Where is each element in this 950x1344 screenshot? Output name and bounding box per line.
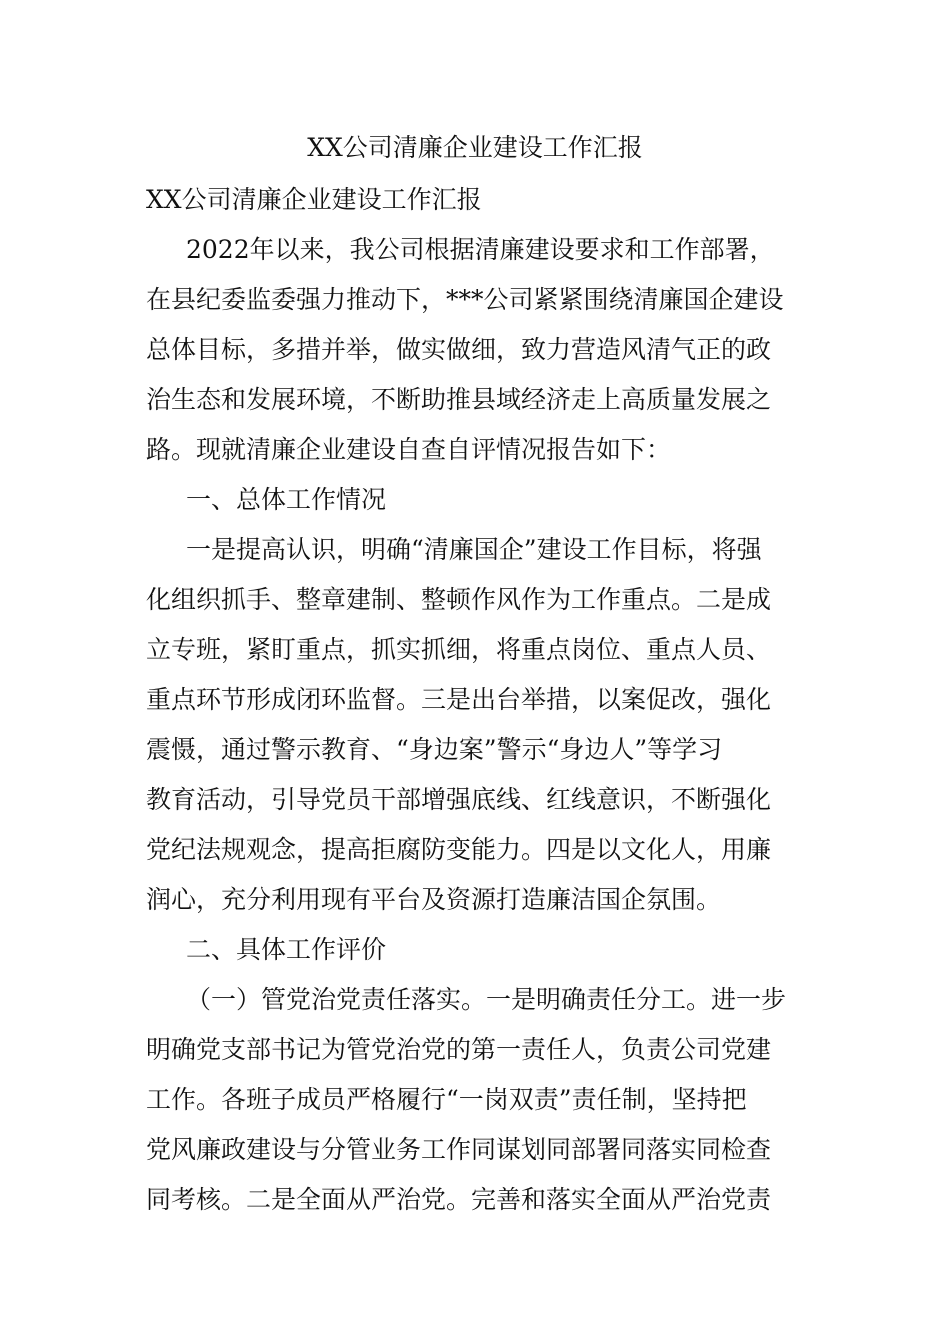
paragraph-line: 润心，充分利用现有平台及资源打造廉洁国企氛围。 <box>146 885 722 914</box>
paragraph-line: 同考核。二是全面从严治党。完善和落实全面从严治党责 <box>146 1185 772 1214</box>
paragraph-line: 教育活动，引导党员干部增强底线、红线意识，不断强化 <box>146 785 772 814</box>
paragraph-line: 党纪法规观念，提高拒腐防变能力。四是以文化人，用廉 <box>146 835 772 864</box>
paragraph-line: （一）管党治党责任落实。一是明确责任分工。进一步 <box>186 985 787 1014</box>
section-heading: 一、总体工作情况 <box>186 485 387 514</box>
paragraph-line: 震慑，通过警示教育、“身边案”警示“身边人”等学习 <box>146 735 723 764</box>
paragraph-line: 在县纪委监委强力推动下，***公司紧紧围绕清廉国企建设 <box>146 285 784 314</box>
paragraph-line: 2022年以来，我公司根据清廉建设要求和工作部署， <box>186 235 775 264</box>
section-heading: 二、具体工作评价 <box>186 935 387 964</box>
paragraph-line: 重点环节形成闭环监督。三是出台举措，以案促改，强化 <box>146 685 772 714</box>
paragraph-line: 路。现就清廉企业建设自查自评情况报告如下： <box>146 435 672 464</box>
paragraph-line: 治生态和发展环境，不断助推县域经济走上高质量发展之 <box>146 385 772 414</box>
document-subtitle: XX公司清廉企业建设工作汇报 <box>146 185 482 214</box>
document-title: XX公司清廉企业建设工作汇报 <box>307 133 643 162</box>
paragraph-line: 工作。各班子成员严格履行“一岗双责”责任制，坚持把 <box>146 1085 747 1114</box>
paragraph-line: 明确党支部书记为管党治党的第一责任人，负责公司党建 <box>146 1035 772 1064</box>
paragraph-line: 总体目标，多措并举，做实做细，致力营造风清气正的政 <box>146 335 772 364</box>
paragraph-line: 化组织抓手、整章建制、整顿作风作为工作重点。二是成 <box>146 585 772 614</box>
paragraph-line: 立专班，紧盯重点，抓实抓细，将重点岗位、重点人员、 <box>146 635 772 664</box>
paragraph-line: 党风廉政建设与分管业务工作同谋划同部署同落实同检查 <box>146 1135 772 1164</box>
paragraph-line: 一是提高认识，明确“清廉国企”建设工作目标，将强 <box>186 535 762 564</box>
